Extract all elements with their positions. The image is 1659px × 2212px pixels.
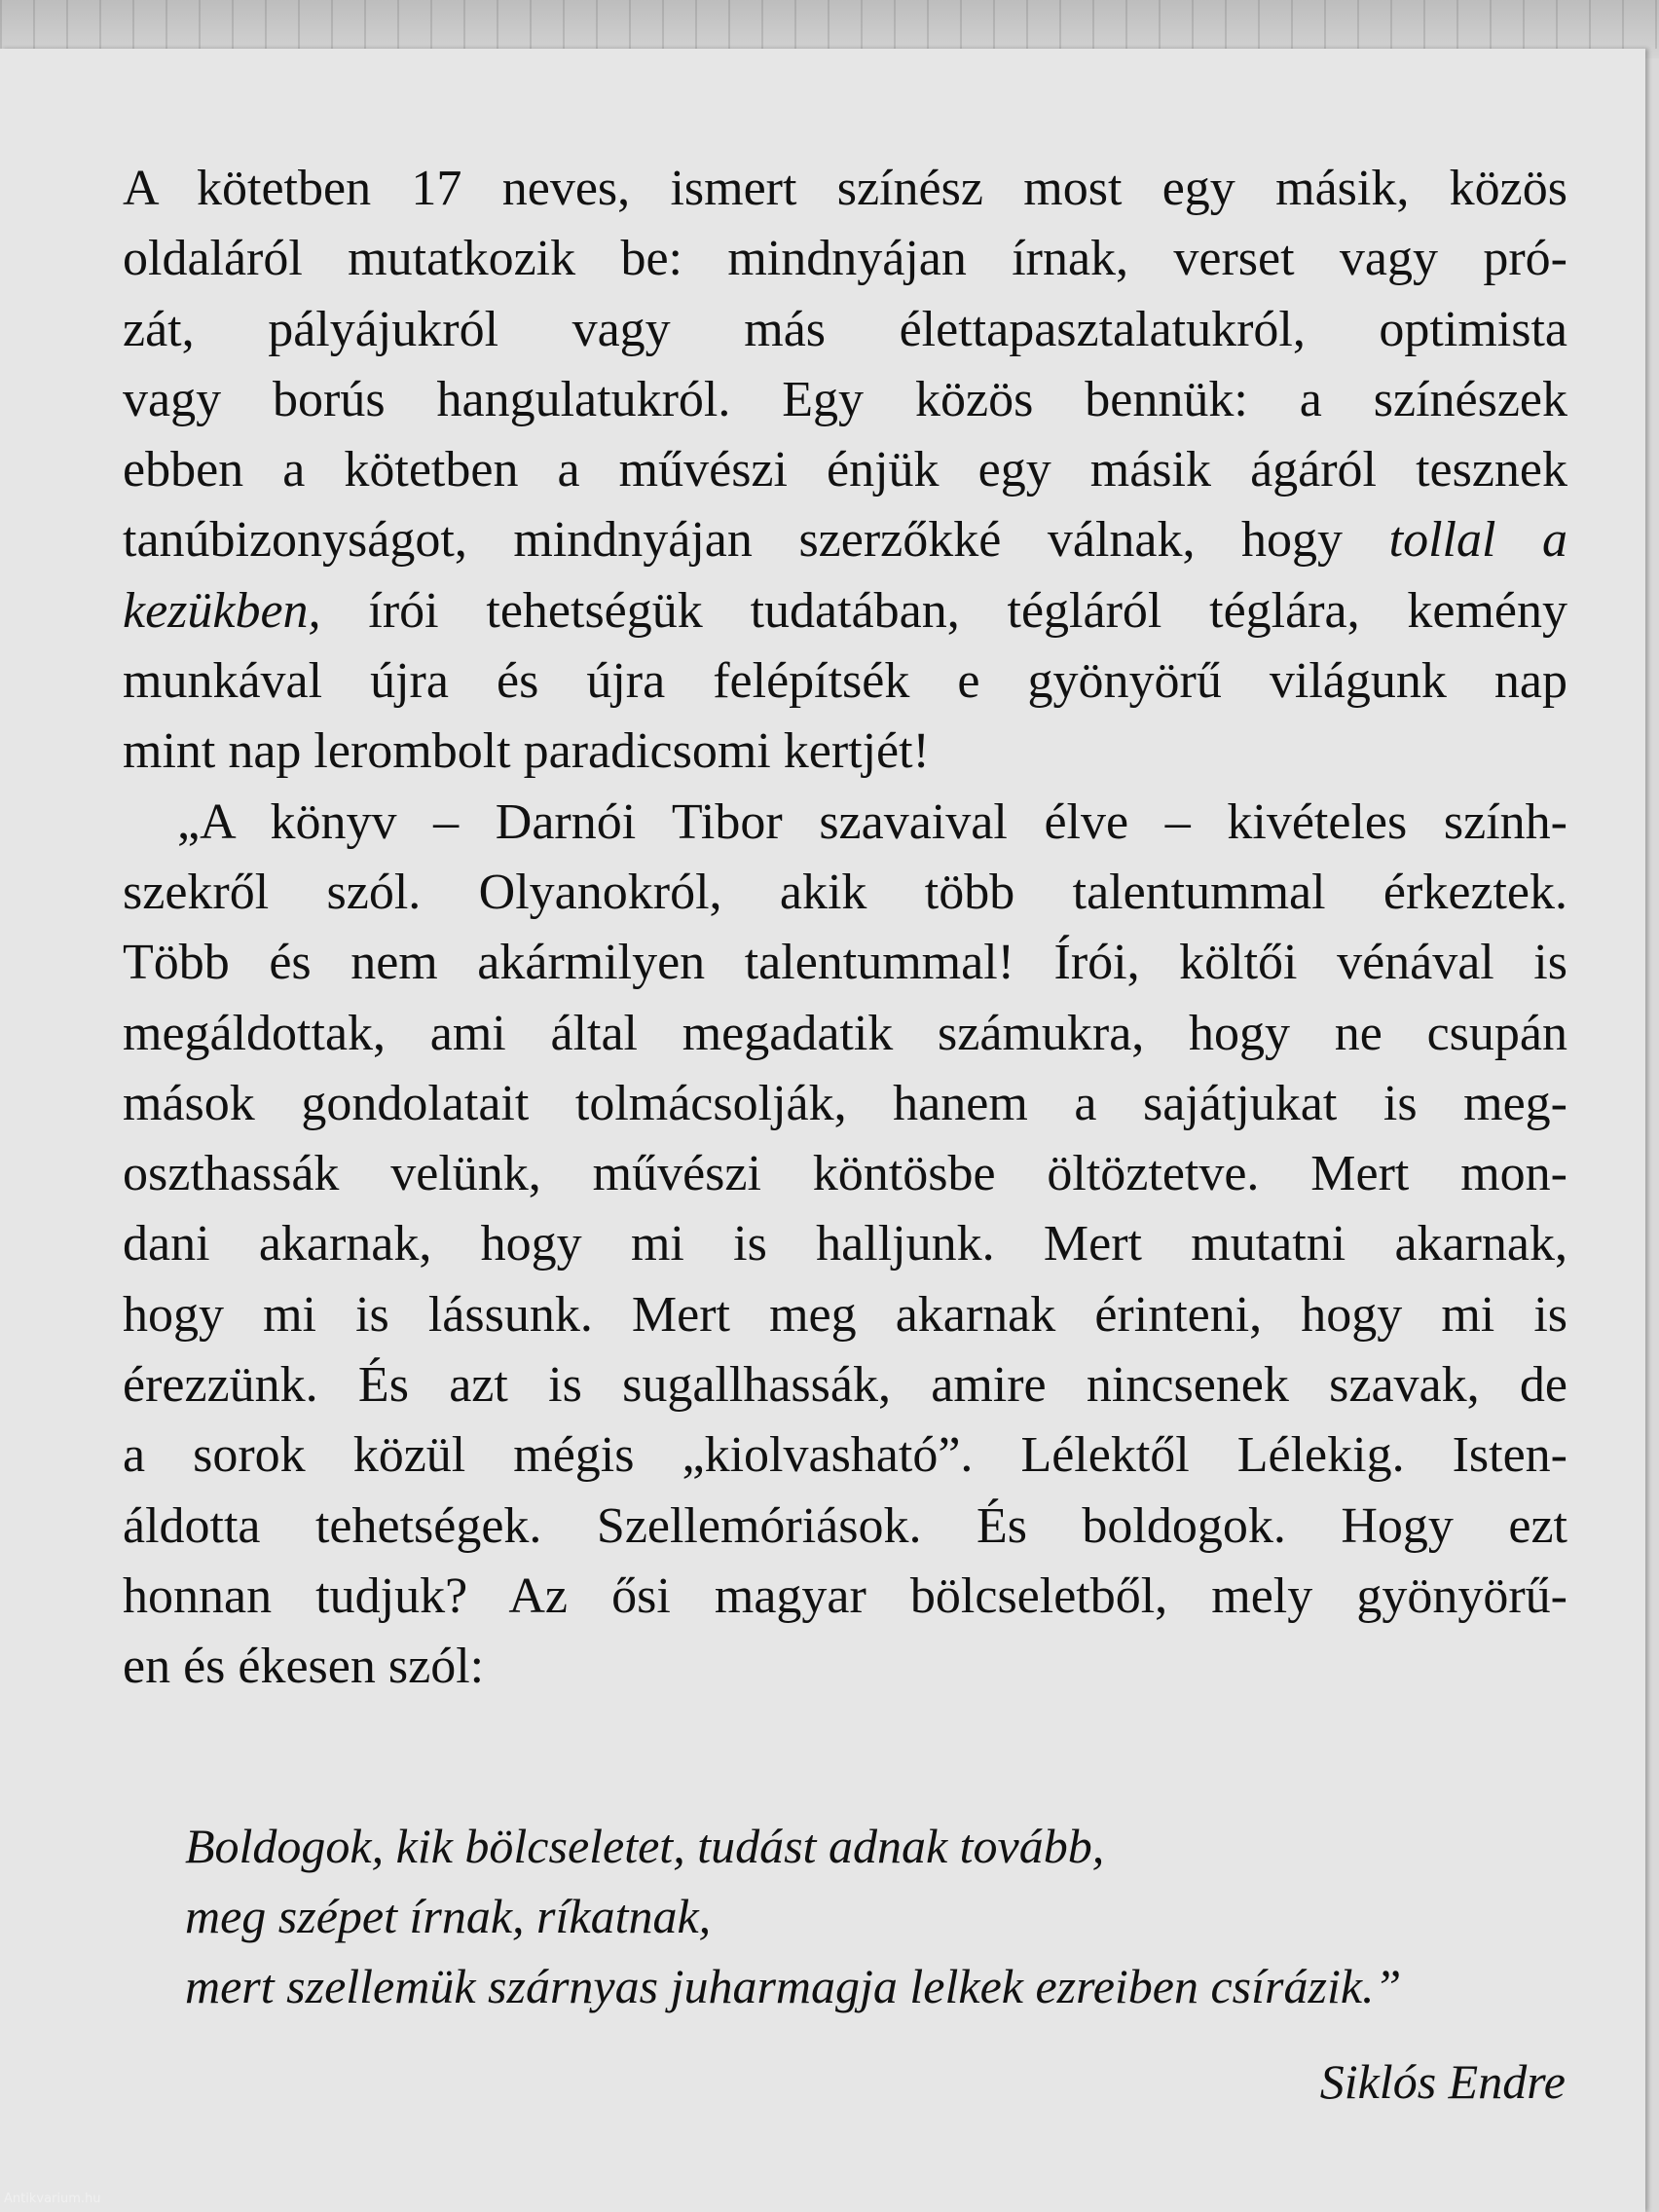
verse-line: Boldogok, kik bölcseletet, tudást adnak tovább, xyxy=(185,1819,1105,1873)
text-line: Több és nem akármilyen talentummal! Írói, költői vénával is xyxy=(123,935,1567,991)
text-line: érezzünk. És azt is sugallhassák, amire nincsenek szavak, de xyxy=(123,1357,1567,1414)
italic-phrase: tollal a xyxy=(1388,512,1567,569)
text-segment: tanúbizonyságot, mindnyájan szerzőkké válnak, hogy xyxy=(123,512,1389,569)
text-line: en és ékesen szól: xyxy=(123,1639,485,1695)
verse-line: meg szépet írnak, ríkatnak, xyxy=(185,1889,712,1943)
text-line: dani akarnak, hogy mi is halljunk. Mert mutatni akarnak, xyxy=(123,1216,1567,1272)
text-line: ebben a kötetben a művészi énjük egy másik ágáról tesznek xyxy=(123,442,1567,498)
text-line: a sorok közül mégis „kiolvasható”. Lélektől Lélekig. Isten- xyxy=(123,1427,1567,1484)
paragraph-1 xyxy=(123,154,1567,788)
text-line: zát, pályájukról vagy más élettapasztalatukról, optimista xyxy=(123,301,1567,357)
background-texture xyxy=(0,0,1659,49)
text-line: oszthassák velünk, művészi köntösbe öltöztetve. Mert mon- xyxy=(123,1146,1567,1202)
body-text xyxy=(123,154,1567,1703)
text-line: oldaláról mutatkozik be: mindnyájan írnak, verset vagy pró- xyxy=(123,231,1567,287)
text-line: „A könyv – Darnói Tibor szavaival élve – kivételes szính- xyxy=(177,793,1567,850)
watermark: Antikvarium.hu xyxy=(4,2192,101,2206)
italic-phrase: kezükben, xyxy=(123,582,321,639)
text-segment: írói tehetségük tudatában, tégláról téglára, kemény xyxy=(368,582,1568,639)
text-line: mint nap lerombolt paradicsomi kertjét! xyxy=(123,723,930,780)
quoted-verse xyxy=(185,1811,1567,2021)
author-signature: Siklós Endre xyxy=(1319,2054,1566,2109)
text-line: mások gondolatait tolmácsolják, hanem a sajátjukat is meg- xyxy=(123,1075,1567,1131)
paragraph-2 xyxy=(123,788,1567,1703)
text-line: honnan tudjuk? Az ősi magyar bölcseletből, mely gyönyörű- xyxy=(123,1567,1567,1624)
text-line: vagy borús hangulatukról. Egy közös bennük: a színészek xyxy=(123,371,1567,427)
text-line: szekről szól. Olyanokról, akik több talentummal érkeztek. xyxy=(123,864,1567,920)
text-line: hogy mi is lássunk. Mert meg akarnak érinteni, hogy mi is xyxy=(123,1286,1567,1343)
text-line-with-italic xyxy=(123,505,1567,575)
verse-line: mert szellemük szárnyas juharmagja lelkek ezreiben csírázik.” xyxy=(185,1959,1402,2013)
text-line: A kötetben 17 neves, ismert színész most egy másik, közös xyxy=(123,161,1567,216)
text-line-with-italic xyxy=(123,576,1567,646)
text-line: megáldottak, ami által megadatik számukra, hogy ne csupán xyxy=(123,1005,1567,1061)
text-line: áldotta tehetségek. Szellemóriások. És boldogok. Hogy ezt xyxy=(123,1497,1567,1554)
text-line: munkával újra és újra felépítsék e gyönyörű világunk nap xyxy=(123,653,1567,710)
